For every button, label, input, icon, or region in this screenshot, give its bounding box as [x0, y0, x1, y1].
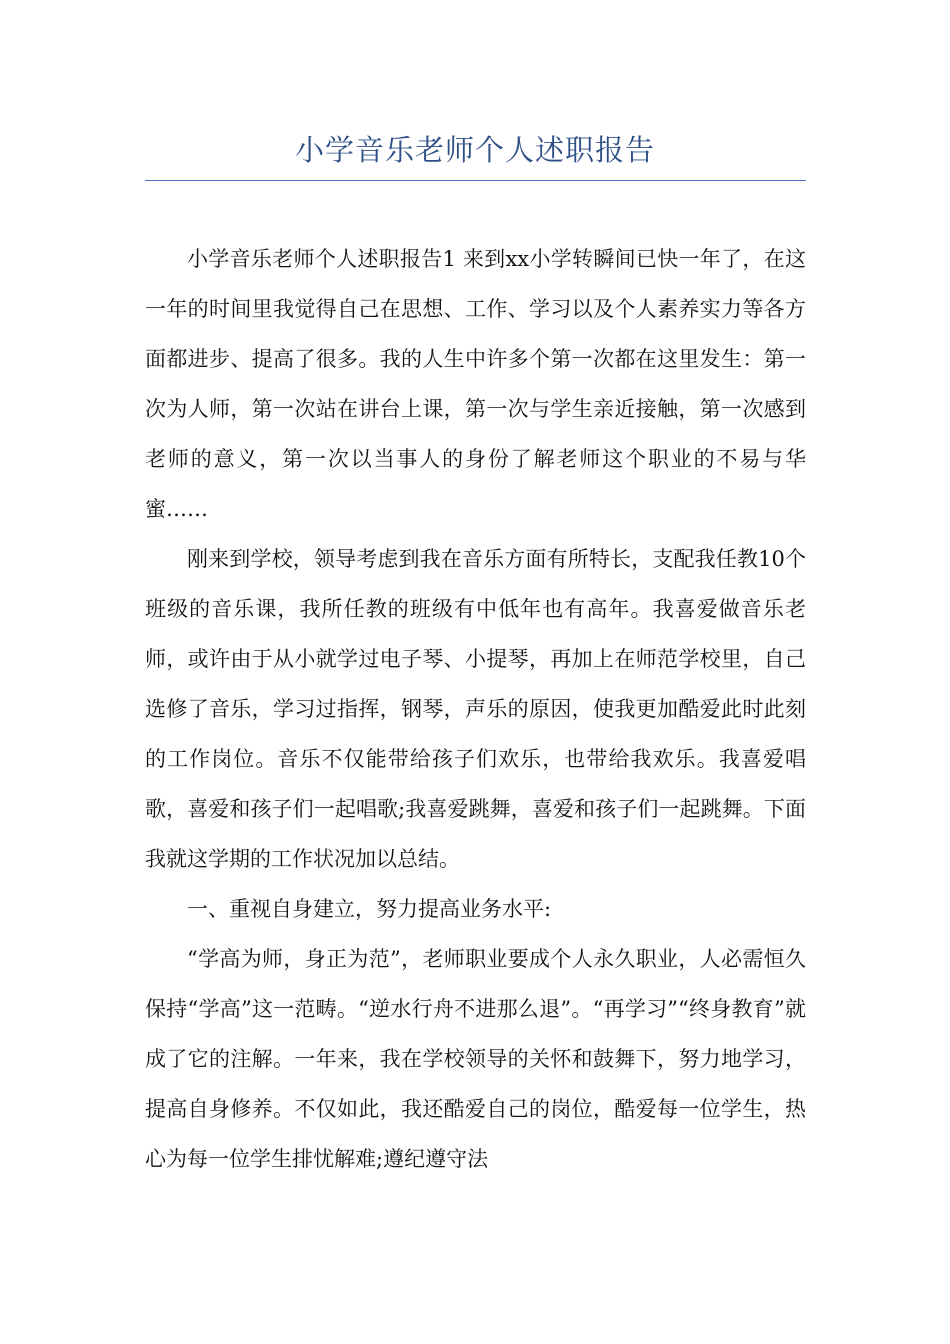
document-title: 小学音乐老师个人述职报告 — [294, 133, 655, 167]
paragraph-self-improvement: “学高为师，身正为范”，老师职业要成个人永久职业，人必需恒久保持“学高”这一范畴。“逆水行舟不进那么退”。“再学习”“终身教育”就成了它的注解。一年来，我在学校领导的关怀和鼓舞下，努力地学习，提高自身修养。不仅如此，我还酷爱自己的岗位，酷爱每一位学生，热心为每一位学生排忧解难;遵纪遵守法 — [145, 947, 806, 1171]
document-body — [145, 234, 806, 1184]
paragraph-intro: 小学音乐老师个人述职报告1 来到xx小学转瞬间已快一年了，在这一年的时间里我觉得自己在思想、工作、学习以及个人素养实力等各方面都进步、提高了很多。我的人生中许多个第一次都在这里发生：第一次为人师，第一次站在讲台上课，第一次与学生亲近接触，第一次感到老师的意义，第一次以当事人的身份了解老师这个职业的不易与华蜜…… — [145, 247, 806, 521]
title-underline — [145, 180, 806, 181]
paragraph-assignment: 刚来到学校，领导考虑到我在音乐方面有所特长，支配我任教10个班级的音乐课，我所任教的班级有中低年也有高年。我喜爱做音乐老师，或许由于从小就学过电子琴、小提琴，再加上在师范学校里，自己选修了音乐，学习过指挥，钢琴，声乐的原因，使我更加酷爱此时此刻的工作岗位。音乐不仅能带给孩子们欢乐，也带给我欢乐。我喜爱唱歌，喜爱和孩子们一起唱歌;我喜爱跳舞，喜爱和孩子们一起跳舞。下面我就这学期的工作状况加以总结。 — [145, 547, 806, 871]
section-heading-1: 一、重视自身建立，努力提高业务水平: — [187, 897, 552, 921]
